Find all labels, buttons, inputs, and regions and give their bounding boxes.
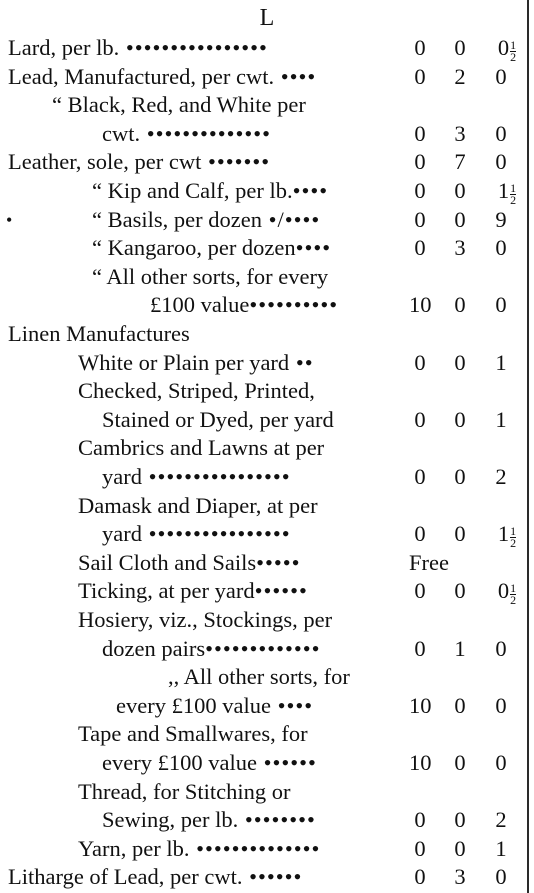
duty-pence: 1 <box>495 349 507 375</box>
tariff-row <box>0 835 527 863</box>
item-description: every £100 value •••• <box>116 692 314 718</box>
duty-pounds: 0 <box>414 578 426 604</box>
duty-shillings: 0 <box>454 206 466 232</box>
leader-dots: •••• <box>270 692 314 718</box>
duty-shillings: 3 <box>454 235 466 261</box>
duty-shillings: 0 <box>454 349 466 375</box>
tariff-row <box>0 406 527 434</box>
leader-dots: ••••• <box>256 549 301 575</box>
item-description: Yarn, per lb. •••••••••••••• <box>78 835 321 861</box>
item-description: dozen pairs••••••••••••• <box>102 635 321 661</box>
leader-dots: •••• <box>292 178 329 203</box>
item-description: Checked, Striped, Printed, <box>78 378 315 404</box>
duty-shillings: 2 <box>454 63 466 89</box>
duty-pence: 1 $\frac{1}{2}$ <box>497 178 517 207</box>
duty-pounds: 0 <box>414 149 426 175</box>
duty-pence: 0 <box>495 120 507 146</box>
duty-pounds: 0 <box>414 864 426 890</box>
tariff-row <box>0 377 527 405</box>
pence-fraction: $\frac{1}{2}$ <box>510 38 517 64</box>
item-description: ,, All other sorts, for <box>168 664 350 690</box>
tariff-row <box>0 434 527 462</box>
duty-pence: 0 <box>495 63 507 89</box>
duty-shillings: 0 <box>454 521 466 547</box>
tariff-row <box>0 806 527 834</box>
tariff-row <box>0 549 527 577</box>
tariff-row <box>0 291 527 319</box>
item-description: £100 value•••••••••• <box>150 292 339 318</box>
duty-pence: 0 $\frac{1}{2}$ <box>497 578 517 608</box>
leader-dots: •/•••• <box>261 206 321 232</box>
item-description: “ Kangaroo, per dozen•••• <box>92 235 332 261</box>
duty-pounds: 0 <box>414 521 426 547</box>
tariff-row <box>0 692 527 720</box>
item-description: “ Black, Red, and White per <box>52 92 306 118</box>
item-description: Linen Manufactures <box>8 321 190 346</box>
leader-dots: •••••••••••••••• <box>141 464 291 489</box>
leader-dots: •••••• <box>254 578 308 604</box>
duty-free: Free <box>409 549 449 575</box>
tariff-row <box>0 492 527 520</box>
margin-mark: • <box>6 209 13 230</box>
duty-pounds: 0 <box>414 35 426 60</box>
duty-pounds: 0 <box>414 464 426 489</box>
tariff-row <box>0 720 527 748</box>
duty-shillings: 0 <box>454 35 466 60</box>
item-description: “ All other sorts, for every <box>92 263 329 289</box>
duty-pence: 0 <box>495 635 507 661</box>
tariff-row <box>0 577 527 608</box>
duty-pence: 0 <box>495 292 507 318</box>
tariff-row <box>0 635 527 663</box>
item-description: yard •••••••••••••••• <box>102 521 291 547</box>
leader-dots: •••• <box>295 235 332 261</box>
tariff-row <box>0 34 527 62</box>
duty-pence: 2 <box>495 807 507 833</box>
leader-dots: •••••••••••••••• <box>119 35 268 60</box>
tariff-row <box>0 263 527 291</box>
duty-pounds: 0 <box>414 349 426 375</box>
duty-pence: 1 <box>495 406 507 432</box>
pence-fraction: $\frac{1}{2}$ <box>510 181 517 207</box>
item-description: “ Basils, per dozen •/•••• <box>92 206 321 232</box>
duty-pounds: 0 <box>414 120 426 146</box>
duty-shillings: 0 <box>454 807 466 833</box>
tariff-row <box>0 91 527 119</box>
duty-pounds: 0 <box>414 635 426 661</box>
duty-pence: 1 $\frac{1}{2}$ <box>497 521 517 551</box>
tariff-row <box>0 663 527 691</box>
duty-shillings: 3 <box>454 864 466 890</box>
duty-pence: 0 <box>495 235 507 261</box>
item-description: White or Plain per yard •• <box>78 349 314 375</box>
tariff-row <box>0 63 527 91</box>
item-description: “ Kip and Calf, per lb.•••• <box>92 178 329 203</box>
item-description: every £100 value •••••• <box>102 750 317 775</box>
tariff-row <box>0 520 527 551</box>
duty-pounds: 0 <box>414 406 426 432</box>
tariff-row <box>0 606 527 634</box>
item-description: Ticking, at per yard•••••• <box>78 578 308 604</box>
pence-fraction: $\frac{1}{2}$ <box>510 581 517 608</box>
item-description: Leather, sole, per cwt ••••••• <box>8 149 271 175</box>
duty-shillings: 1 <box>454 635 466 661</box>
duty-pounds: 10 <box>409 692 432 718</box>
leader-dots: ••••••••••••• <box>205 635 321 661</box>
tariff-row <box>0 749 527 777</box>
item-description: Sail Cloth and Sails••••• <box>78 549 301 575</box>
duty-pence: 2 <box>495 464 507 489</box>
duty-pounds: 0 <box>414 178 426 203</box>
section-letter: L <box>259 5 275 31</box>
duty-pence: 0 <box>495 149 507 175</box>
tariff-row <box>0 778 527 806</box>
pence-fraction: $\frac{1}{2}$ <box>510 524 517 551</box>
tariff-row <box>0 463 527 491</box>
duty-pence: 1 <box>495 835 507 861</box>
duty-shillings: 0 <box>454 835 466 861</box>
duty-shillings: 0 <box>454 464 466 489</box>
duty-pounds: 0 <box>414 235 426 261</box>
duty-shillings: 0 <box>454 750 466 775</box>
duty-pounds: 0 <box>414 807 426 833</box>
duty-pounds: 0 <box>414 206 426 232</box>
duty-shillings: 0 <box>454 292 466 318</box>
tariff-row <box>0 234 527 262</box>
item-description: Tape and Smallwares, for <box>78 721 308 747</box>
item-description: Stained or Dyed, per yard <box>102 406 334 432</box>
duty-shillings: 7 <box>454 149 466 175</box>
tariff-row <box>0 349 527 377</box>
item-description: Hosiery, viz., Stockings, per <box>78 607 333 632</box>
tariff-row <box>0 320 527 348</box>
duty-shillings: 0 <box>454 692 466 718</box>
item-description: Lard, per lb. •••••••••••••••• <box>8 35 268 60</box>
tariff-row <box>0 120 527 148</box>
leader-dots: •••••• <box>256 750 317 775</box>
duty-pounds: 0 <box>414 835 426 861</box>
leader-dots: ••••••• <box>201 149 271 175</box>
item-description: Litharge of Lead, per cwt. •••••• <box>8 864 303 890</box>
duty-pence: 9 <box>495 206 507 232</box>
duty-pence: 0 <box>495 750 507 775</box>
duty-pounds: 10 <box>409 292 432 318</box>
duty-shillings: 0 <box>454 406 466 432</box>
duty-pounds: 0 <box>414 63 426 89</box>
item-description: Thread, for Stitching or <box>78 778 291 804</box>
leader-dots: •••• <box>274 63 317 89</box>
leader-dots: •••••••••• <box>249 292 339 318</box>
leader-dots: •• <box>289 349 314 375</box>
duty-shillings: 0 <box>454 178 466 203</box>
duty-shillings: 0 <box>454 578 466 604</box>
leader-dots: •••••••••••••• <box>189 835 321 861</box>
tariff-row <box>0 863 527 891</box>
tariff-row <box>0 206 527 234</box>
leader-dots: •••••••••••••••• <box>141 521 291 547</box>
duty-pence: 0 <box>495 692 507 718</box>
item-description: cwt. •••••••••••••• <box>102 120 272 146</box>
duty-pence: 0 <box>495 864 507 890</box>
item-description: Damask and Diaper, at per <box>78 492 318 518</box>
duty-pounds: 10 <box>409 750 432 775</box>
vertical-rule <box>527 0 529 893</box>
leader-dots: •••••• <box>242 864 303 890</box>
duty-pence: 0 $\frac{1}{2}$ <box>497 35 517 64</box>
item-description: yard •••••••••••••••• <box>102 464 291 489</box>
item-description: Lead, Manufactured, per cwt. •••• <box>8 63 317 89</box>
item-description: Cambrics and Lawns at per <box>78 435 325 461</box>
item-description: Sewing, per lb. •••••••• <box>102 807 316 833</box>
tariff-row <box>0 148 527 176</box>
duty-shillings: 3 <box>454 120 466 146</box>
leader-dots: •••••••••••••• <box>140 120 272 146</box>
leader-dots: •••••••• <box>238 807 316 833</box>
tariff-row <box>0 177 527 205</box>
